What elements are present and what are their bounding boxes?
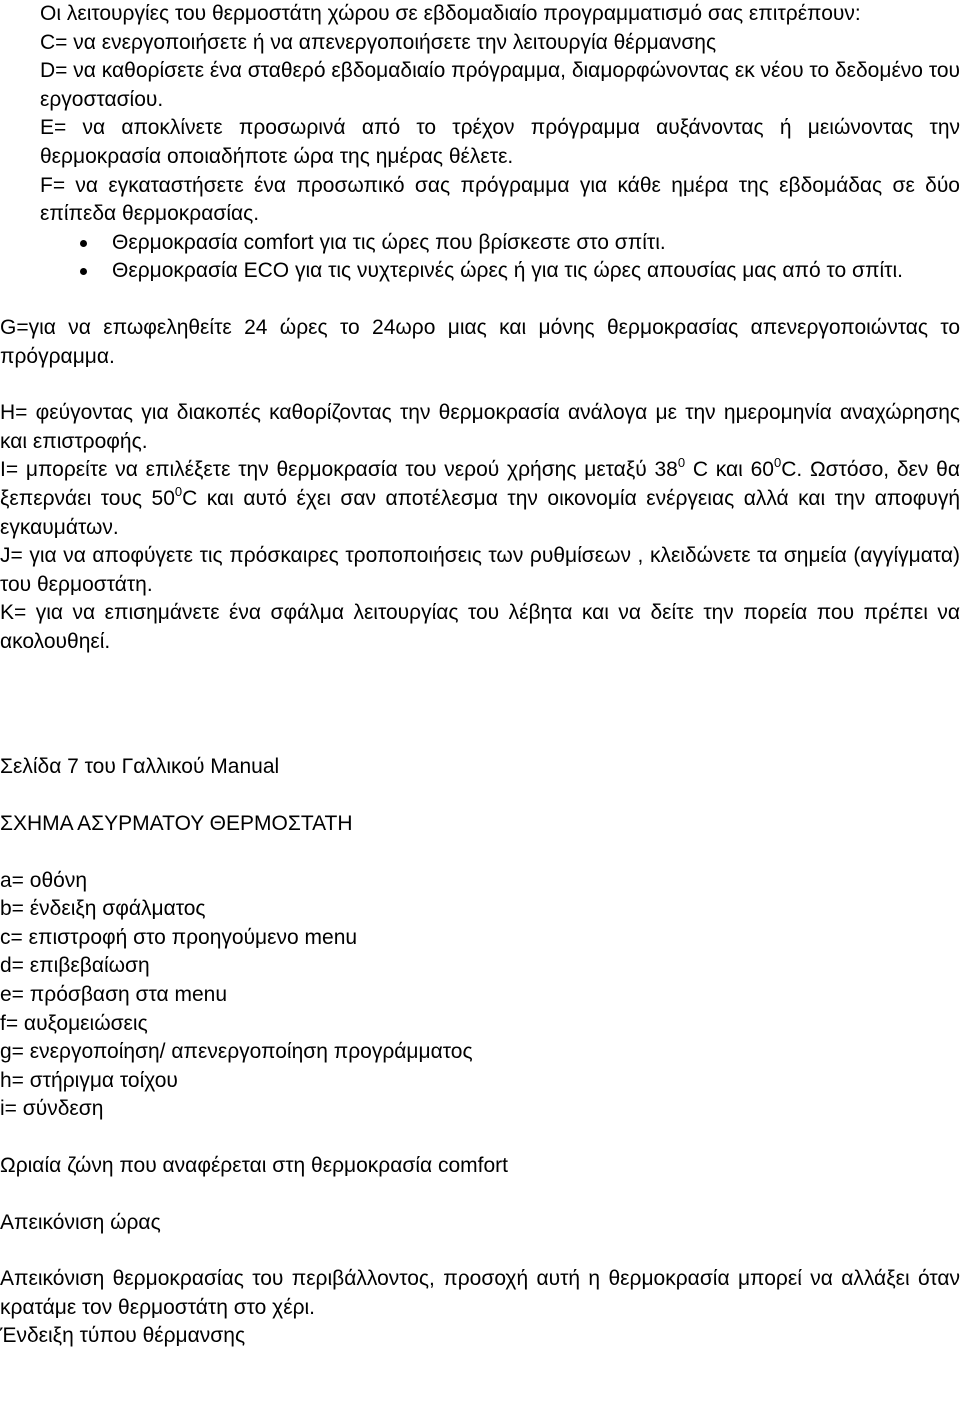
degree-superscript: 0 (174, 483, 183, 499)
legend-item-h: h= στήριγμα τοίχου (0, 1068, 178, 1092)
function-k: K= για να επισημάνετε ένα σφάλμα λειτουργίας του λέβητα και να δείτε την πορεία που πρέπει να ακολουθηεί. (0, 601, 960, 653)
heating-type-note: Ένδειξη τύπου θέρμανσης (0, 1324, 246, 1348)
legend-item-e: e= πρόσβαση στα menu (0, 983, 228, 1007)
function-e: E= να αποκλίνετε προσωρινά από το τρέχον πρόγραμμα αυξάνοντας ή μειώνοντας την θερμοκρασία οποιαδήποτε ώρα της ημέρας θέλετε. (40, 116, 960, 168)
function-i-text-3: C. Ωστόσο, δεν θα ξεπερνάει τους 50 (0, 458, 960, 510)
legend-item-b: b= ένδειξη σφάλματος (0, 897, 206, 921)
function-i (0, 456, 960, 542)
bullet-icon (80, 240, 87, 247)
list-item (0, 229, 960, 258)
function-j: J= για να αποφύγετε τις πρόσκαιρες τροποποιήσεις των ρυθμίσεων , κλειδώνετε τα σημεία (αγγίγματα) του θερμοστάτη. (0, 544, 960, 596)
temperature-display-note: Απεικόνιση θερμοκρασίας του περιβάλλοντος, προσοχή αυτή η θερμοκρασία μπορεί να αλλάξει όταν κρατάμε τον θερμοστάτη στο χέρι. (0, 1267, 960, 1319)
legend-item-i: i= σύνδεση (0, 1097, 104, 1121)
function-c: C= να ενεργοποιήσετε ή να απενεργοποιήσετε την λειτουργία θέρμανσης (40, 30, 717, 54)
legend-item-c: c= επιστροφή στο προηγούμενο menu (0, 925, 358, 949)
intro-block (0, 0, 960, 229)
function-d: D= να καθορίσετε ένα σταθερό εβδομαδιαίο πρόγραμμα, διαμορφώνοντας εκ νέου το δεδομένο του εργοστασίου. (40, 59, 960, 111)
legend-item-a: a= οθόνη (0, 868, 87, 892)
degree-superscript: 0 (677, 455, 686, 471)
function-i-text-4: C και αυτό έχει σαν αποτέλεσμα την οικονομία ενέργειας αλλά και την αποφυγή εγκαυμάτων. (0, 486, 960, 539)
bullet-icon (80, 268, 87, 275)
function-g: G=για να επωφεληθείτε 24 ώρες το 24ωρο μιας και μόνης θερμοκρασίας απενεργοποιώντας το πρόγραμμα. (0, 315, 960, 368)
legend-item-d: d= επιβεβαίωση (0, 954, 150, 978)
list-item (0, 257, 960, 286)
legend-item-g: g= ενεργοποίηση/ απενεργοποίηση προγράμματος (0, 1040, 473, 1064)
function-h: H= φεύγοντας για διακοπές καθορίζοντας την θερμοκρασία ανάλογα με την ημερομηνία αναχώρησης και επιστροφής. (0, 401, 960, 453)
function-f: F= να εγκαταστήσετε ένα προσωπικό σας πρόγραμμα για κάθε ημέρα της εβδομάδας σε δύο επίπεδα θερμοκρασίας. (40, 173, 960, 226)
hourly-zone-note: Ωριαία ζώνη που αναφέρεται στη θερμοκρασία comfort (0, 1154, 508, 1177)
bullet-text-comfort: Θερμοκρασία comfort για τις ώρες που βρίσκεστε στο σπίτι. (112, 230, 666, 254)
schema-title: ΣΧΗΜΑ ΑΣΥΡΜΑΤΟΥ ΘΕΡΜΟΣΤΑΤΗ (0, 812, 353, 836)
degree-superscript: 0 (773, 455, 782, 471)
function-i-text-2: C και 60 (685, 458, 774, 482)
intro-line: Οι λειτουργίες του θερμοστάτη χώρου σε εβδομαδιαίο προγραμματισμό σας επιτρέπουν: (40, 2, 861, 25)
legend-item-f: f= αυξομειώσεις (0, 1011, 148, 1035)
bullet-list (0, 229, 960, 286)
bullet-text-eco: Θερμοκρασία ECO για τις νυχτερινές ώρες ή για τις ώρες απουσίας μας από το σπίτι. (112, 259, 903, 283)
time-display-note: Απεικόνιση ώρας (0, 1210, 161, 1234)
page-reference: Σελίδα 7 του Γαλλικού Manual (0, 755, 280, 779)
legend-list (0, 867, 960, 1124)
function-i-text-1: I= μπορείτε να επιλέξετε την θερμοκρασία του νερού χρήσης μεταξύ 38 (0, 458, 678, 482)
